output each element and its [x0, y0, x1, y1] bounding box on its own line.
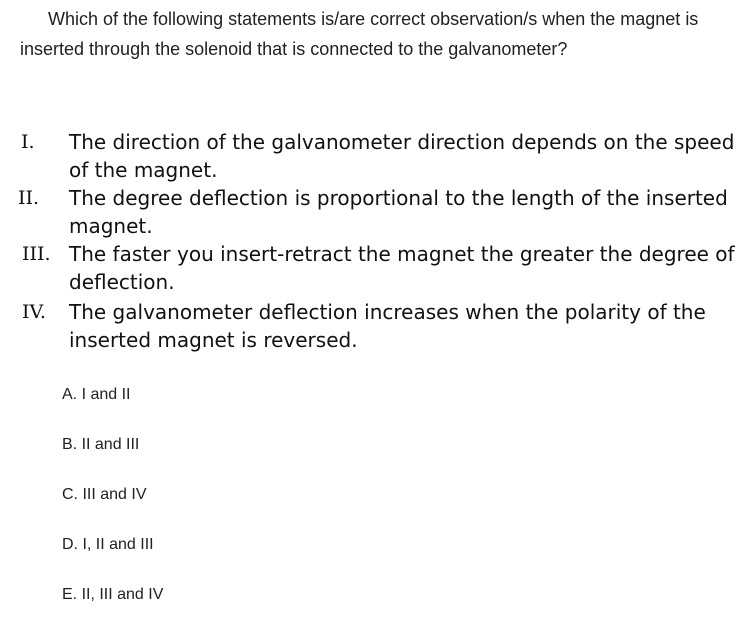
question-text: Which of the following statements is/are correct observation/s when the magnet is inserted through the solenoid that is connected to the galvanometer?: [20, 9, 699, 59]
option-e[interactable]: E. II, III and IV: [62, 586, 164, 603]
statement-text: [69, 298, 742, 354]
statement-numeral: I.: [21, 131, 35, 153]
statement-line: inserted magnet is reversed.: [69, 328, 358, 352]
option-d[interactable]: D. I, II and III: [62, 536, 154, 553]
statement-numeral: III.: [22, 243, 51, 265]
statement-line: The galvanometer deflection increases when the polarity of the: [69, 300, 706, 324]
statement-line: magnet.: [69, 214, 153, 238]
statement-line: The faster you insert-retract the magnet the greater the degree of: [69, 242, 735, 266]
statement-line: of the magnet.: [69, 158, 218, 182]
statement-numeral: II.: [18, 187, 40, 209]
statement-text: [69, 128, 742, 184]
statement-list: [0, 128, 742, 358]
statement-text: [69, 184, 742, 240]
statement-numeral: IV.: [22, 301, 46, 323]
option-b[interactable]: B. II and III: [62, 436, 140, 453]
statement-line: deflection.: [69, 270, 175, 294]
statement-line: The direction of the galvanometer direction depends on the speed: [69, 130, 735, 154]
option-a[interactable]: A. I and II: [62, 386, 131, 403]
option-c[interactable]: C. III and IV: [62, 486, 147, 503]
statement-line: The degree deflection is proportional to the length of the inserted: [69, 186, 728, 210]
statement-text: [69, 240, 742, 296]
